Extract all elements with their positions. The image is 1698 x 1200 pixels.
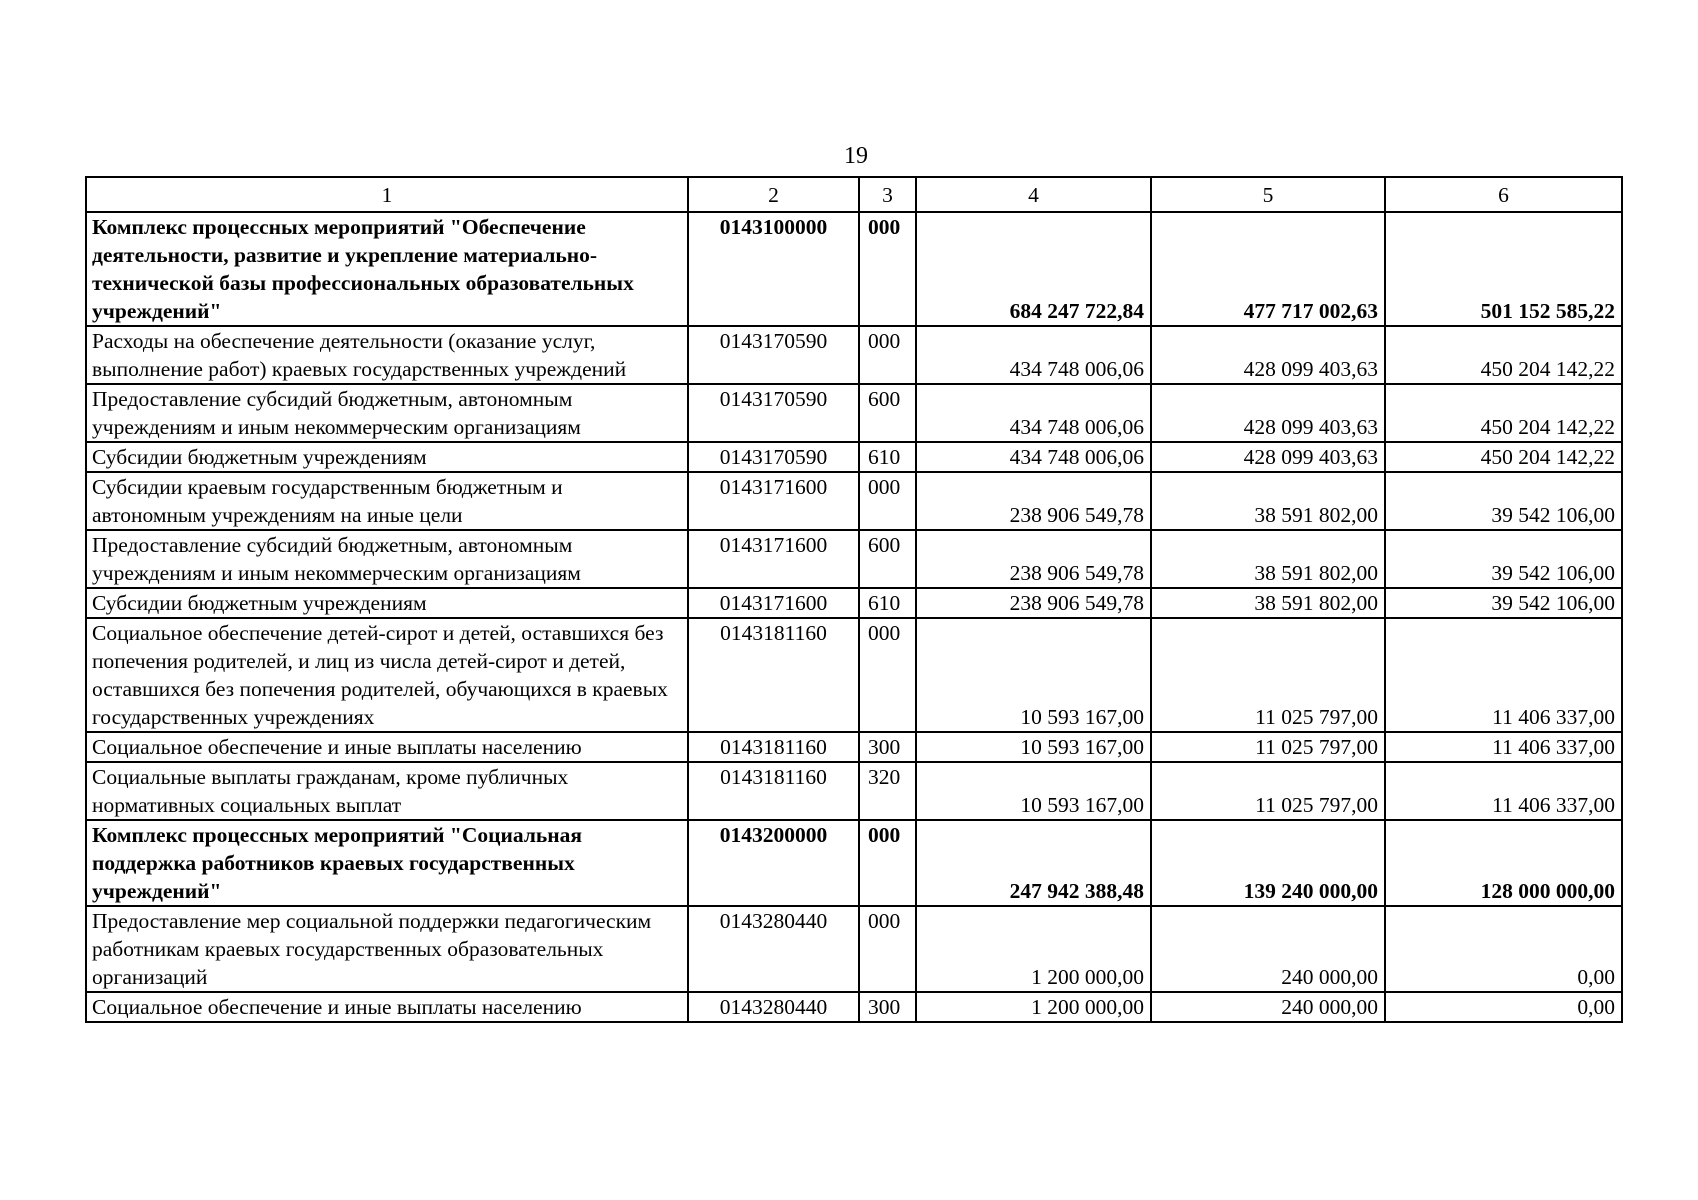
row-csr-code: 0143170590 [688, 384, 859, 442]
row-name: Субсидии бюджетным учреждениям [86, 442, 688, 472]
page-number: 19 [844, 143, 868, 169]
row-amount-col5: 38 591 802,00 [1151, 472, 1385, 530]
row-amount-col4: 434 748 006,06 [916, 384, 1151, 442]
row-name: Социальное обеспечение детей-сирот и детей, оставшихся без попечения родителей, и лиц из числа детей-сирот и детей, оставшихся без попечения родителей, обучающихся в краевых государственных учреждениях [86, 618, 688, 732]
row-name: Социальные выплаты гражданам, кроме публичных нормативных социальных выплат [86, 762, 688, 820]
column-header: 3 [859, 177, 916, 212]
row-amount-col6: 11 406 337,00 [1385, 762, 1622, 820]
row-csr-code: 0143181160 [688, 618, 859, 732]
table-row [86, 472, 1622, 530]
row-vr-code: 600 [859, 530, 916, 588]
row-amount-col4: 1 200 000,00 [916, 906, 1151, 992]
row-vr-code: 000 [859, 618, 916, 732]
row-amount-col5: 11 025 797,00 [1151, 732, 1385, 762]
row-csr-code: 0143170590 [688, 326, 859, 384]
row-amount-col6: 0,00 [1385, 992, 1622, 1022]
row-vr-code: 320 [859, 762, 916, 820]
row-name: Предоставление мер социальной поддержки педагогическим работникам краевых государственных образовательных организаций [86, 906, 688, 992]
row-amount-col6: 450 204 142,22 [1385, 384, 1622, 442]
row-amount-col6: 11 406 337,00 [1385, 618, 1622, 732]
row-amount-col5: 240 000,00 [1151, 992, 1385, 1022]
row-vr-code: 300 [859, 732, 916, 762]
row-csr-code: 0143171600 [688, 472, 859, 530]
row-name: Субсидии бюджетным учреждениям [86, 588, 688, 618]
row-name: Предоставление субсидий бюджетным, автономным учреждениям и иным некоммерческим организациям [86, 530, 688, 588]
column-number-row [86, 177, 1622, 212]
row-name: Субсидии краевым государственным бюджетным и автономным учреждениям на иные цели [86, 472, 688, 530]
row-amount-col6: 39 542 106,00 [1385, 472, 1622, 530]
row-name: Предоставление субсидий бюджетным, автономным учреждениям и иным некоммерческим организациям [86, 384, 688, 442]
row-amount-col4: 10 593 167,00 [916, 732, 1151, 762]
table-row [86, 732, 1622, 762]
row-name: Социальное обеспечение и иные выплаты населению [86, 732, 688, 762]
row-amount-col4: 10 593 167,00 [916, 762, 1151, 820]
row-amount-col6: 11 406 337,00 [1385, 732, 1622, 762]
row-csr-code: 0143170590 [688, 442, 859, 472]
row-amount-col6: 450 204 142,22 [1385, 442, 1622, 472]
row-name: Комплекс процессных мероприятий "Социальная поддержка работников краевых государственных учреждений" [86, 820, 688, 906]
row-vr-code: 610 [859, 442, 916, 472]
row-name: Комплекс процессных мероприятий "Обеспечение деятельности, развитие и укрепление материально-технической базы профессиональных образовательных учреждений" [86, 212, 688, 326]
column-header: 5 [1151, 177, 1385, 212]
row-amount-col4: 434 748 006,06 [916, 326, 1151, 384]
column-header: 2 [688, 177, 859, 212]
table-row [86, 212, 1622, 326]
row-csr-code: 0143171600 [688, 588, 859, 618]
row-amount-col5: 428 099 403,63 [1151, 326, 1385, 384]
row-csr-code: 0143280440 [688, 992, 859, 1022]
table-row [86, 530, 1622, 588]
table-row [86, 762, 1622, 820]
row-amount-col5: 428 099 403,63 [1151, 442, 1385, 472]
row-amount-col6: 39 542 106,00 [1385, 588, 1622, 618]
row-amount-col5: 11 025 797,00 [1151, 762, 1385, 820]
row-amount-col6: 450 204 142,22 [1385, 326, 1622, 384]
row-csr-code: 0143181160 [688, 762, 859, 820]
row-name: Расходы на обеспечение деятельности (оказание услуг, выполнение работ) краевых государственных учреждений [86, 326, 688, 384]
table-row [86, 906, 1622, 992]
table-row [86, 588, 1622, 618]
table-row [86, 442, 1622, 472]
row-amount-col5: 11 025 797,00 [1151, 618, 1385, 732]
row-vr-code: 300 [859, 992, 916, 1022]
row-csr-code: 0143181160 [688, 732, 859, 762]
row-amount-col4: 238 906 549,78 [916, 530, 1151, 588]
column-header: 4 [916, 177, 1151, 212]
row-name: Социальное обеспечение и иные выплаты населению [86, 992, 688, 1022]
row-amount-col5: 477 717 002,63 [1151, 212, 1385, 326]
row-csr-code: 0143200000 [688, 820, 859, 906]
row-amount-col4: 247 942 388,48 [916, 820, 1151, 906]
row-amount-col4: 684 247 722,84 [916, 212, 1151, 326]
row-amount-col5: 428 099 403,63 [1151, 384, 1385, 442]
row-amount-col6: 39 542 106,00 [1385, 530, 1622, 588]
row-vr-code: 000 [859, 326, 916, 384]
row-vr-code: 610 [859, 588, 916, 618]
row-vr-code: 600 [859, 384, 916, 442]
row-vr-code: 000 [859, 472, 916, 530]
column-header: 1 [86, 177, 688, 212]
row-csr-code: 0143171600 [688, 530, 859, 588]
row-vr-code: 000 [859, 212, 916, 326]
row-amount-col6: 0,00 [1385, 906, 1622, 992]
table-row [86, 820, 1622, 906]
row-csr-code: 0143280440 [688, 906, 859, 992]
row-amount-col4: 434 748 006,06 [916, 442, 1151, 472]
row-vr-code: 000 [859, 906, 916, 992]
row-csr-code: 0143100000 [688, 212, 859, 326]
row-amount-col5: 38 591 802,00 [1151, 588, 1385, 618]
row-amount-col4: 1 200 000,00 [916, 992, 1151, 1022]
table-row [86, 384, 1622, 442]
budget-table [85, 176, 1623, 1023]
row-vr-code: 000 [859, 820, 916, 906]
table-row [86, 992, 1622, 1022]
row-amount-col4: 238 906 549,78 [916, 588, 1151, 618]
row-amount-col5: 38 591 802,00 [1151, 530, 1385, 588]
table-row [86, 618, 1622, 732]
row-amount-col6: 128 000 000,00 [1385, 820, 1622, 906]
row-amount-col6: 501 152 585,22 [1385, 212, 1622, 326]
row-amount-col4: 10 593 167,00 [916, 618, 1151, 732]
row-amount-col5: 240 000,00 [1151, 906, 1385, 992]
row-amount-col5: 139 240 000,00 [1151, 820, 1385, 906]
row-amount-col4: 238 906 549,78 [916, 472, 1151, 530]
column-header: 6 [1385, 177, 1622, 212]
table-row [86, 326, 1622, 384]
